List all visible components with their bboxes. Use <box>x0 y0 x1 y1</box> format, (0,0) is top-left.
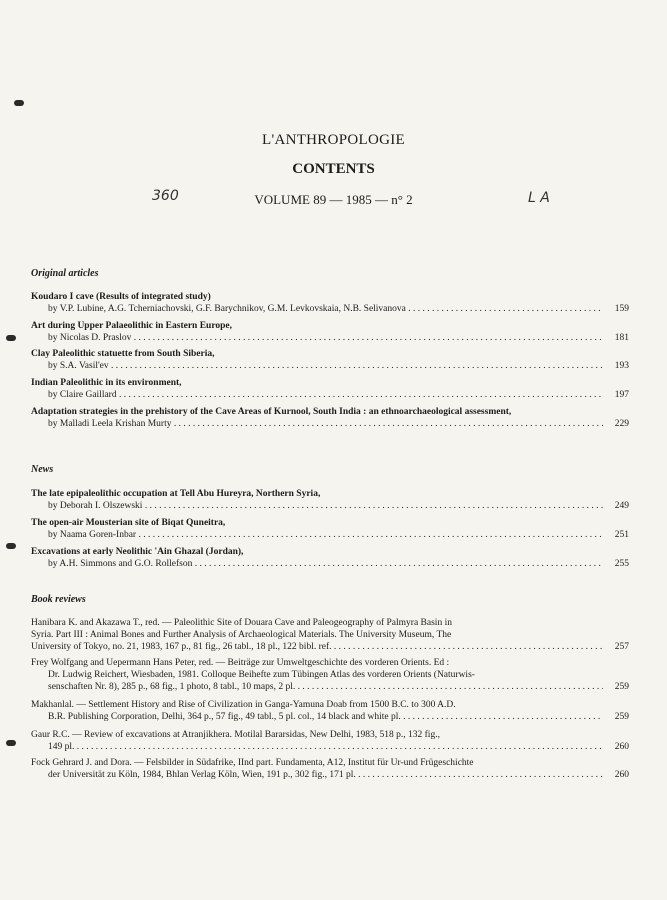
review-entry <box>31 617 629 653</box>
review-line: Makhanlal. — Settlement History and Rise of Civilization in Ganga-Yamuna Doab from 1500 B.C. to 300 A.D. <box>31 700 456 710</box>
entry-title: The late epipaleolithic occupation at Tell Abu Hureyra, Northern Syria, <box>31 489 321 499</box>
handwritten-initials: L A <box>528 190 550 206</box>
review-entry <box>31 729 629 753</box>
entry-page: 257 <box>614 642 629 652</box>
toc-entry <box>31 377 629 401</box>
section-book-reviews: Book reviews <box>31 594 86 605</box>
toc-entry <box>31 348 629 372</box>
review-line: Hanibara K. and Akazawa T., red. — Paleolithic Site of Douara Cave and Paleogeography of Palmyra Basin in <box>31 618 452 628</box>
entry-title: Indian Paleolithic in its environment, <box>31 378 182 388</box>
entry-authors: by Nicolas D. Praslov . . . <box>48 332 603 344</box>
section-original-articles: Original articles <box>31 268 99 279</box>
entry-page: 181 <box>614 333 629 343</box>
entry-page: 259 <box>614 682 629 692</box>
review-line: senschaften Nr. 8), 285 p., 68 fig., 1 photo, 8 tabl., 10 maps, 2 pl. . . . <box>48 681 603 693</box>
toc-entry <box>31 517 629 541</box>
entry-title: Clay Paleolithic statuette from South Siberia, <box>31 349 215 359</box>
toc-entry <box>31 320 629 344</box>
entry-authors: by S.A. Vasil'ev . . . <box>48 360 603 372</box>
review-line: Dr. Ludwig Reichert, Wiesbaden, 1981. Colloque Beihefte zum Tübingen Atlas des vorderen Orients (Naturwis- <box>48 670 475 680</box>
entry-page: 260 <box>614 770 629 780</box>
journal-title: L'ANTHROPOLOGIE <box>261 132 406 148</box>
binder-hole <box>6 740 16 746</box>
review-line: Syria. Part III : Animal Bones and Further Analysis of Archaeological Materials. The University Museum, The <box>31 630 452 640</box>
review-line: Frey Wolfgang and Uepermann Hans Peter, red. — Beiträge zur Umweltgeschichte des vorderen Orients. Ed : <box>31 658 450 668</box>
entry-page: 251 <box>614 530 629 540</box>
entry-authors: by Claire Gaillard . . . <box>48 389 603 401</box>
entry-title: Excavations at early Neolithic 'Ain Ghazal (Jordan), <box>31 547 244 557</box>
review-entry <box>31 657 629 693</box>
entry-page: 229 <box>614 419 629 429</box>
entry-page: 259 <box>614 712 629 722</box>
entry-page: 159 <box>614 304 629 314</box>
entry-title: Art during Upper Palaeolithic in Eastern Europe, <box>31 321 233 331</box>
binder-hole <box>14 100 24 106</box>
review-line: Fock Gehrard J. and Dora. — Felsbilder in Südafrike, IInd part. Fundamenta, A12, Institut für Ur-und Frügeschichte <box>31 758 474 768</box>
review-line: 149 pl. . . . <box>48 741 603 753</box>
review-line: B.R. Publishing Corporation, Delhi, 364 p., 57 fig., 49 tabl., 5 pl. col., 14 black and white pl. . . . <box>48 711 603 723</box>
binder-hole <box>6 335 16 341</box>
entry-page: 260 <box>614 742 629 752</box>
section-news: News <box>31 464 54 475</box>
volume-line: VOLUME 89 — 1985 — n° 2 <box>254 192 413 207</box>
toc-entry <box>31 488 629 512</box>
entry-authors: by Deborah I. Olszewski . . . <box>48 500 603 512</box>
toc-entry <box>31 406 629 430</box>
entry-page: 193 <box>614 361 629 371</box>
entry-authors: by V.P. Lubine, A.G. Tcherniachovski, G.F. Barychnikov, G.M. Levkovskaia, N.B. Selivanova . . . <box>48 303 603 315</box>
binder-hole <box>6 543 16 549</box>
toc-entry <box>31 546 629 570</box>
entry-title: The open-air Mousterian site of Biqat Quneitra, <box>31 518 226 528</box>
review-entry <box>31 757 629 781</box>
review-line: University of Tokyo, no. 21, 1983, 167 p., 81 fig., 26 tabl., 18 pl., 122 bibl. ref. . . . <box>31 641 603 653</box>
review-line: der Universität zu Köln, 1984, Bhlan Verlag Köln, Wien, 191 p., 302 fig., 171 pl. . . . <box>48 769 603 781</box>
entry-authors: by Malladi Leela Krishan Murty . . . <box>48 418 603 430</box>
entry-page: 197 <box>614 390 629 400</box>
entry-authors: by Naama Goren-Inbar . . . <box>48 529 603 541</box>
entry-page: 255 <box>614 559 629 569</box>
review-line: Gaur R.C. — Review of excavations at Atranjikhera. Motilal Bararsidas, New Delhi, 1983, 518 p., 132 fig., <box>31 730 440 740</box>
entry-page: 249 <box>614 501 629 511</box>
review-entry <box>31 699 629 723</box>
entry-authors: by A.H. Simmons and G.O. Rollefson . . . <box>48 558 603 570</box>
contents-heading: CONTENTS <box>292 161 375 177</box>
entry-title: Koudaro I cave (Results of integrated study) <box>31 292 211 302</box>
handwritten-number: 360 <box>152 188 179 204</box>
entry-title: Adaptation strategies in the prehistory of the Cave Areas of Kurnool, South India : an ethnoarchaeological assessment, <box>31 407 512 417</box>
toc-entry <box>31 291 629 315</box>
